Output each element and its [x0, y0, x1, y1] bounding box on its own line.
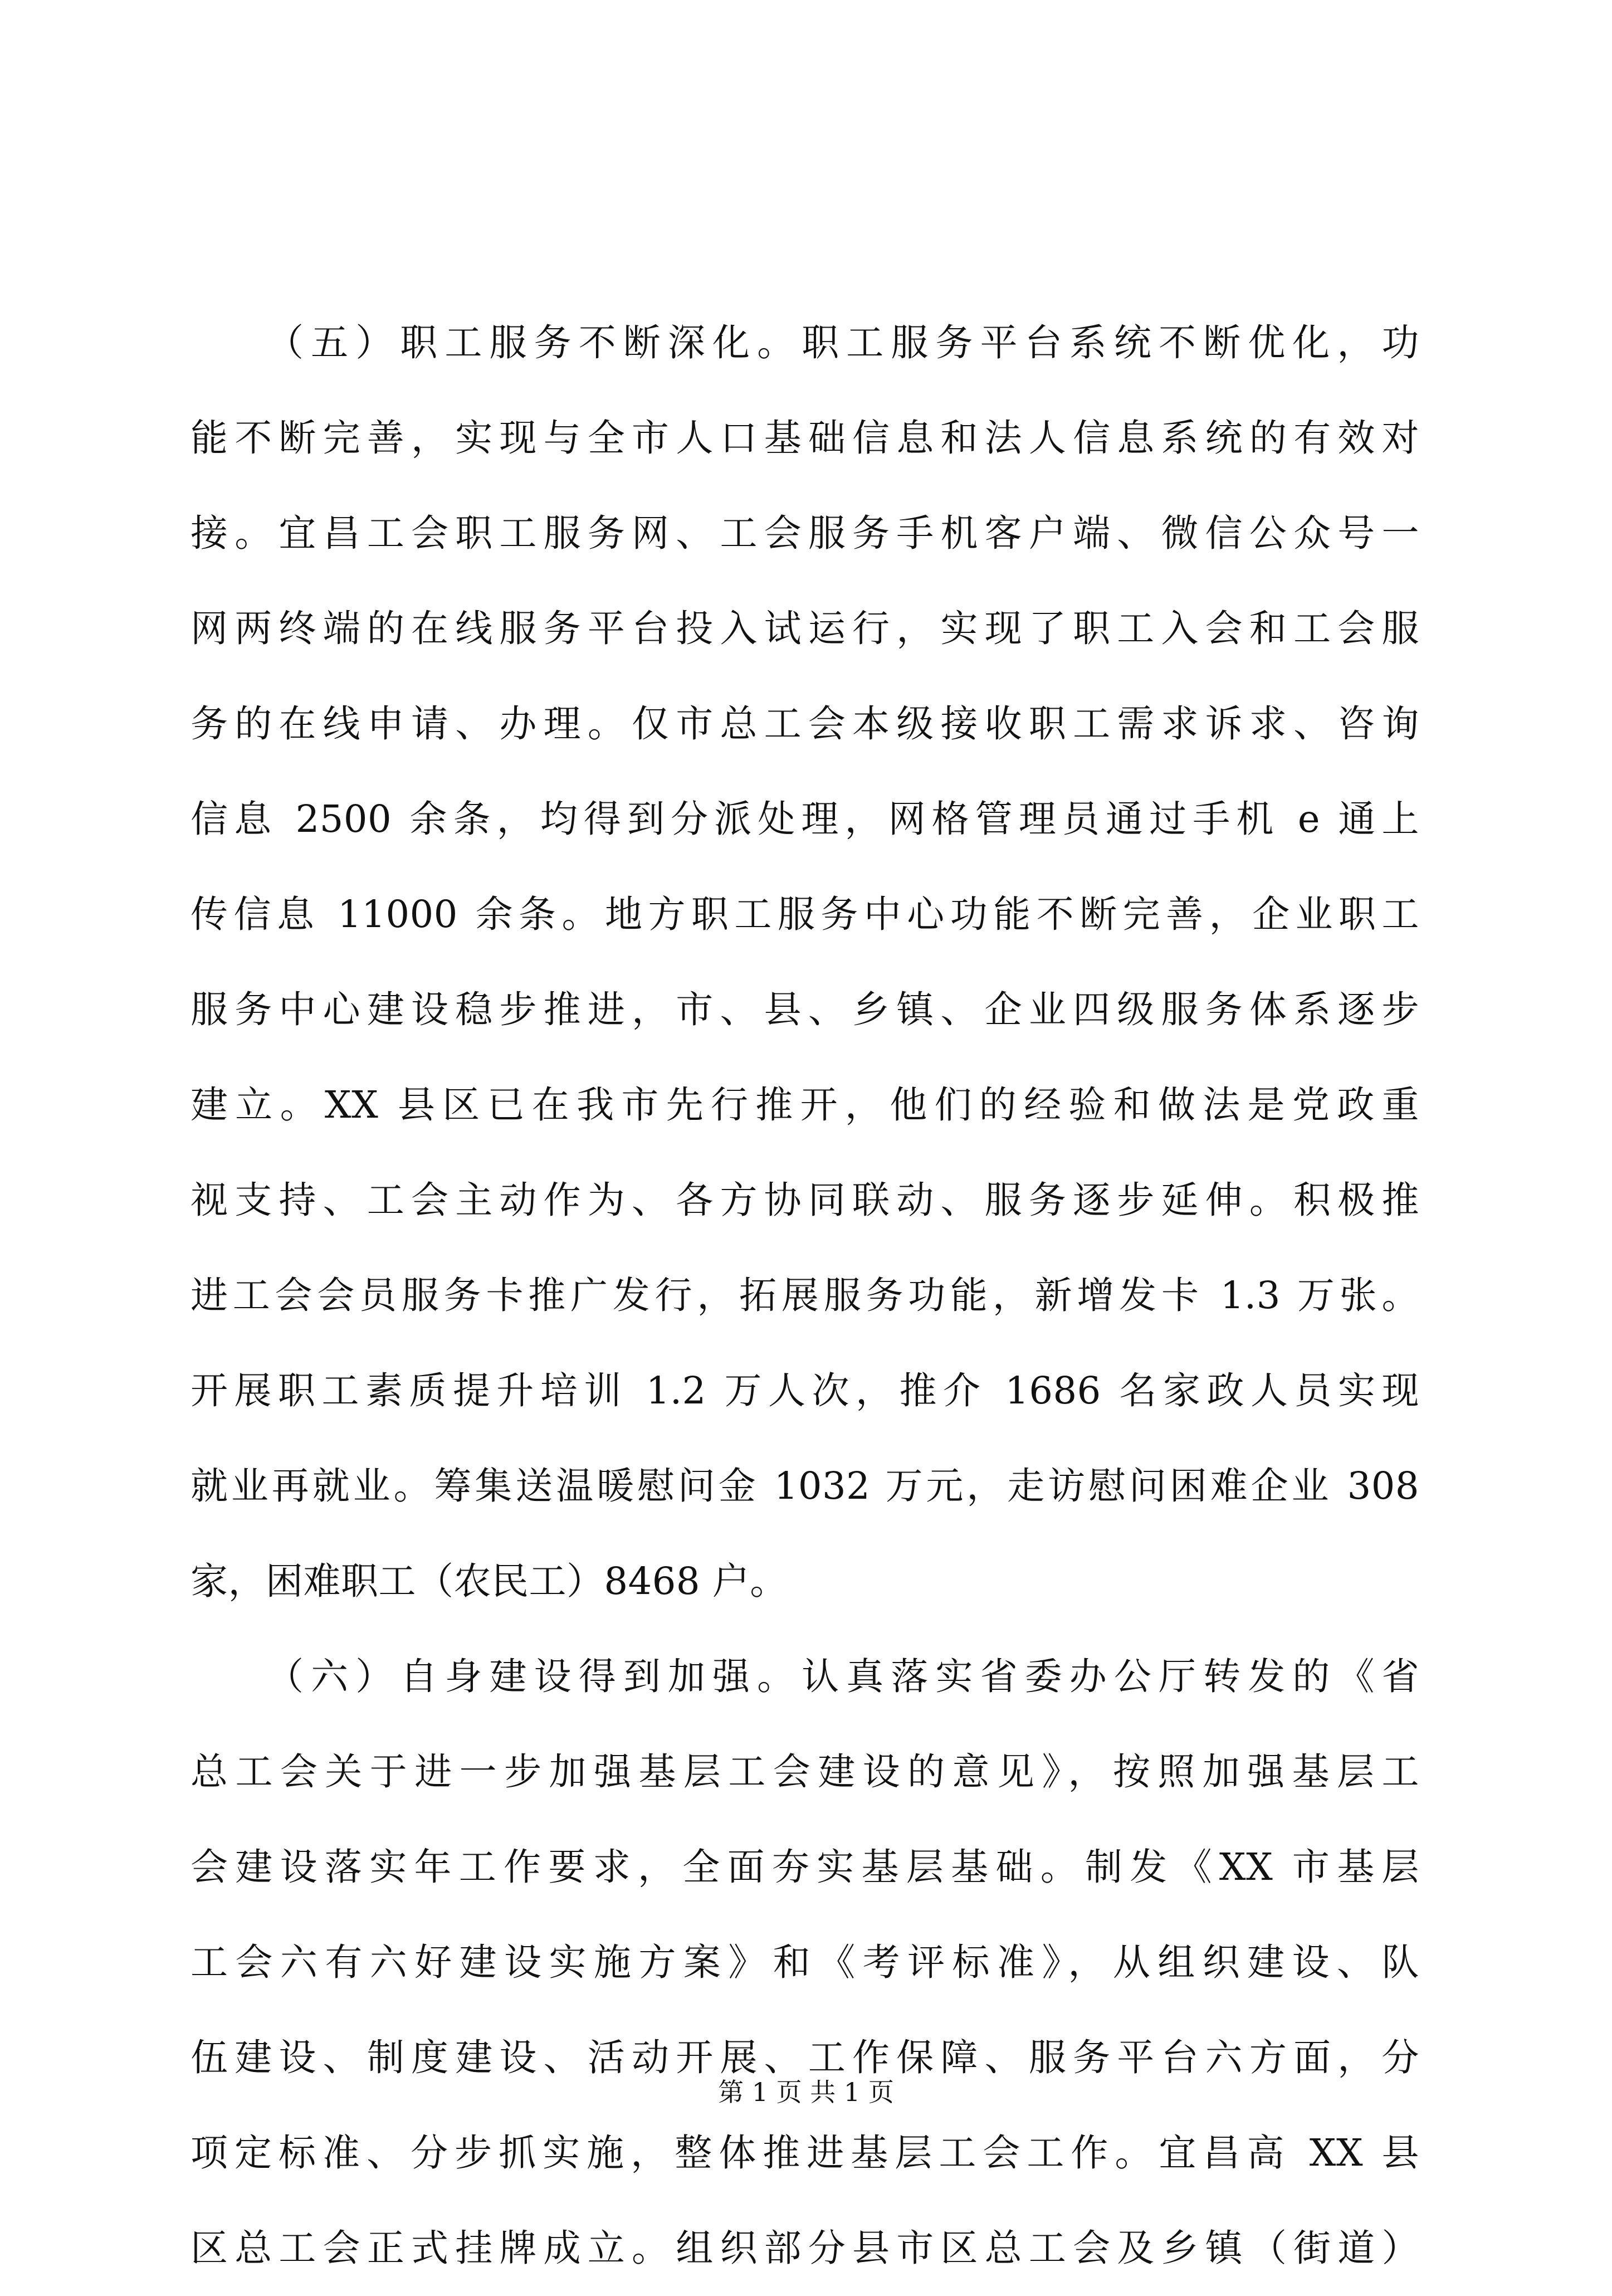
paragraph-6	[190, 1629, 1419, 2296]
text-line: 开展职工素质提升培训 1.2 万人次，推介 1686 名家政人员实现	[190, 1369, 1419, 1412]
text-line: 会建设落实年工作要求，全面夯实基层基础。制发《XX 市基层	[190, 1845, 1419, 1889]
document-body	[190, 295, 1419, 2296]
text-line: 项定标准、分步抓实施，整体推进基层工会工作。宜昌高 XX 县	[190, 2131, 1419, 2175]
text-line: 服务中心建设稳步推进，市、县、乡镇、企业四级服务体系逐步	[190, 988, 1419, 1031]
text-line: 信息 2500 余条，均得到分派处理，网格管理员通过手机 e 通上	[190, 797, 1419, 841]
paragraph-5	[190, 295, 1419, 1629]
text-line: 家，困难职工（农民工）8468 户。	[190, 1559, 788, 1603]
text-line: 务的在线申请、办理。仅市总工会本级接收职工需求诉求、咨询	[190, 702, 1419, 745]
text-line: 工会六有六好建设实施方案》和《考评标准》，从组织建设、队	[190, 1941, 1419, 1984]
text-line: 接。宜昌工会职工服务网、工会服务手机客户端、微信公众号一	[190, 511, 1419, 555]
text-line: 能不断完善，实现与全市人口基础信息和法人信息系统的有效对	[190, 416, 1419, 460]
text-line: 伍建设、制度建设、活动开展、工作保障、服务平台六方面，分	[190, 2036, 1419, 2079]
page-number: 第 1 页 共 1 页	[718, 2077, 894, 2107]
text-line: 网两终端的在线服务平台投入试运行，实现了职工入会和工会服	[190, 607, 1419, 650]
text-line: 传信息 11000 余条。地方职工服务中心功能不断完善，企业职工	[190, 893, 1419, 936]
text-line: 建立。XX 县区已在我市先行推开，他们的经验和做法是党政重	[190, 1083, 1419, 1127]
text-line: 进工会会员服务卡推广发行，拓展服务功能，新增发卡 1.3 万张。	[190, 1274, 1419, 1317]
page-footer	[0, 2075, 1612, 2109]
text-line: 总工会关于进一步加强基层工会建设的意见》，按照加强基层工	[190, 1750, 1419, 1793]
text-line: 视支持、工会主动作为、各方协同联动、服务逐步延伸。积极推	[190, 1178, 1419, 1222]
text-line: 区总工会正式挂牌成立。组织部分县市区总工会及乡镇（街道）	[190, 2226, 1419, 2270]
text-line: （六）自身建设得到加强。认真落实省委办公厅转发的《省	[266, 1655, 1419, 1698]
text-line: （五）职工服务不断深化。职工服务平台系统不断优化，功	[266, 321, 1419, 364]
text-line: 就业再就业。筹集送温暖慰问金 1032 万元，走访慰问困难企业 308	[190, 1464, 1419, 1508]
